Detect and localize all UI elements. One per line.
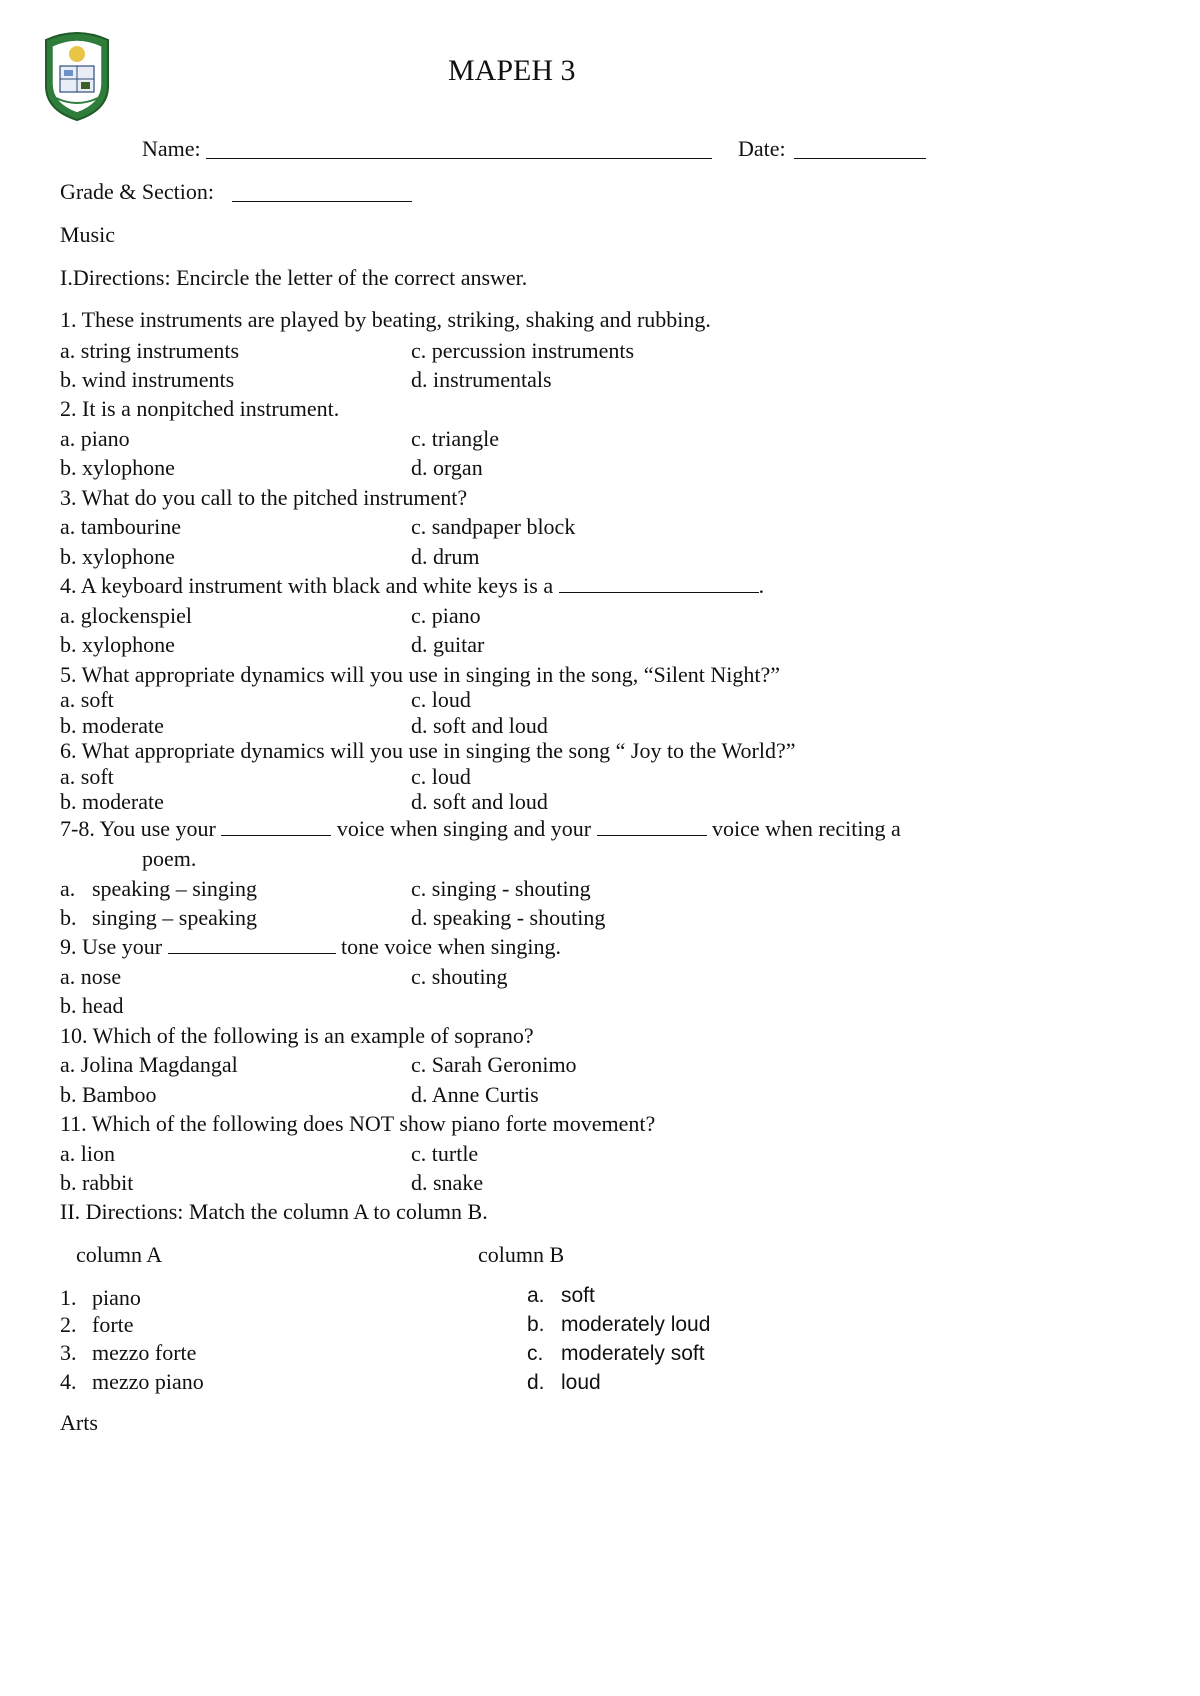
choice-c[interactable]: c. shouting [411, 964, 508, 989]
choice-d[interactable]: d. drum [411, 544, 480, 569]
choice-a-letter[interactable]: a. [60, 876, 76, 901]
name-field[interactable] [206, 136, 712, 159]
choice-a[interactable]: a. string instruments [60, 338, 240, 363]
choice-a[interactable]: a. tambourine [60, 514, 181, 539]
match-a-number: 4. [60, 1369, 77, 1394]
question-text: 6. What appropriate dynamics will you use in singing the song “ Joy to the World?” [60, 738, 796, 763]
section-heading-arts: Arts [60, 1410, 98, 1435]
match-a-number: 1. [60, 1285, 77, 1310]
match-a-item[interactable]: piano [92, 1285, 141, 1310]
question-text: 11. Which of the following does NOT show piano forte movement? [60, 1111, 656, 1136]
answer-blank[interactable] [597, 817, 707, 836]
answer-blank[interactable] [168, 935, 336, 954]
question-text-continued: poem. [142, 846, 197, 871]
match-b-letter: a. [527, 1284, 545, 1307]
date-field[interactable] [794, 136, 926, 159]
choice-b[interactable]: b. xylophone [60, 632, 175, 657]
choice-a[interactable]: a. lion [60, 1141, 115, 1166]
question-text: 9. Use your tone voice when singing. [60, 934, 562, 959]
question-text: 2. It is a nonpitched instrument. [60, 396, 340, 421]
choice-a[interactable]: a. soft [60, 687, 114, 712]
school-seal-logo [40, 28, 114, 122]
question-text: 5. What appropriate dynamics will you use in singing in the song, “Silent Night?” [60, 662, 780, 687]
grade-section-label: Grade & Section: [60, 179, 214, 204]
question-text: 10. Which of the following is an example of soprano? [60, 1023, 534, 1048]
column-a-header: column A [76, 1242, 163, 1267]
question-text: 1. These instruments are played by beating, striking, shaking and rubbing. [60, 307, 711, 332]
match-a-number: 3. [60, 1340, 77, 1365]
choice-c[interactable]: c. singing - shouting [411, 876, 591, 901]
choice-c[interactable]: c. percussion instruments [411, 338, 635, 363]
choice-d[interactable]: d. organ [411, 455, 483, 480]
grade-section-field[interactable] [232, 179, 412, 202]
choice-a[interactable]: a. glockenspiel [60, 603, 192, 628]
choice-b[interactable]: singing – speaking [92, 905, 257, 930]
column-b-header: column B [478, 1242, 565, 1267]
choice-a[interactable]: a. soft [60, 764, 114, 789]
choice-c[interactable]: c. loud [411, 687, 471, 712]
match-b-letter: d. [527, 1371, 545, 1394]
choice-d[interactable]: d. soft and loud [411, 713, 548, 738]
question-text-start: 4. A keyboard instrument with black and white keys is a [60, 573, 554, 598]
question-text-end: . [758, 573, 765, 598]
match-b-letter: b. [527, 1313, 545, 1336]
choice-d[interactable]: d. Anne Curtis [411, 1082, 539, 1107]
choice-b[interactable]: b. head [60, 993, 124, 1018]
match-a-item[interactable]: forte [92, 1312, 134, 1337]
choice-b[interactable]: b. wind instruments [60, 367, 235, 392]
match-a-number: 2. [60, 1312, 77, 1337]
match-b-item[interactable]: loud [561, 1371, 601, 1394]
choice-c[interactable]: c. triangle [411, 426, 499, 451]
choice-b-letter[interactable]: b. [60, 905, 77, 930]
choice-b[interactable]: b. moderate [60, 789, 164, 814]
page-title: MAPEH 3 [448, 54, 576, 87]
match-a-item[interactable]: mezzo piano [92, 1369, 204, 1394]
match-b-item[interactable]: soft [561, 1284, 595, 1307]
question-text: 7-8. You use your voice when singing and your voice when reciting a [60, 816, 901, 841]
date-label: Date: [738, 136, 786, 161]
choice-c[interactable]: c. piano [411, 603, 481, 628]
choice-d[interactable]: d. instrumentals [411, 367, 552, 392]
choice-d[interactable]: d. speaking - shouting [411, 905, 606, 930]
choice-c[interactable]: c. sandpaper block [411, 514, 576, 539]
choice-b[interactable]: b. xylophone [60, 544, 175, 569]
choice-c[interactable]: c. Sarah Geronimo [411, 1052, 577, 1077]
choice-a[interactable]: a. piano [60, 426, 130, 451]
question-text: 3. What do you call to the pitched instrument? [60, 485, 468, 510]
match-a-item[interactable]: mezzo forte [92, 1340, 197, 1365]
section-heading-music: Music [60, 222, 115, 247]
match-b-item[interactable]: moderately soft [561, 1342, 705, 1365]
choice-b[interactable]: b. xylophone [60, 455, 175, 480]
directions-part-2: II. Directions: Match the column A to column B. [60, 1199, 488, 1224]
answer-blank[interactable] [221, 817, 331, 836]
choice-d[interactable]: d. snake [411, 1170, 484, 1195]
answer-blank[interactable] [559, 574, 759, 593]
choice-c[interactable]: c. loud [411, 764, 471, 789]
match-b-letter: c. [527, 1342, 544, 1365]
choice-c[interactable]: c. turtle [411, 1141, 479, 1166]
choice-a[interactable]: speaking – singing [92, 876, 257, 901]
choice-d[interactable]: d. guitar [411, 632, 485, 657]
name-label: Name: [142, 136, 201, 161]
choice-a[interactable]: a. Jolina Magdangal [60, 1052, 238, 1077]
choice-d[interactable]: d. soft and loud [411, 789, 548, 814]
choice-b[interactable]: b. moderate [60, 713, 164, 738]
question-text [60, 573, 764, 599]
directions-part-1: I.Directions: Encircle the letter of the correct answer. [60, 265, 528, 290]
choice-b[interactable]: b. Bamboo [60, 1082, 157, 1107]
match-b-item[interactable]: moderately loud [561, 1313, 711, 1336]
choice-a[interactable]: a. nose [60, 964, 122, 989]
choice-b[interactable]: b. rabbit [60, 1170, 134, 1195]
